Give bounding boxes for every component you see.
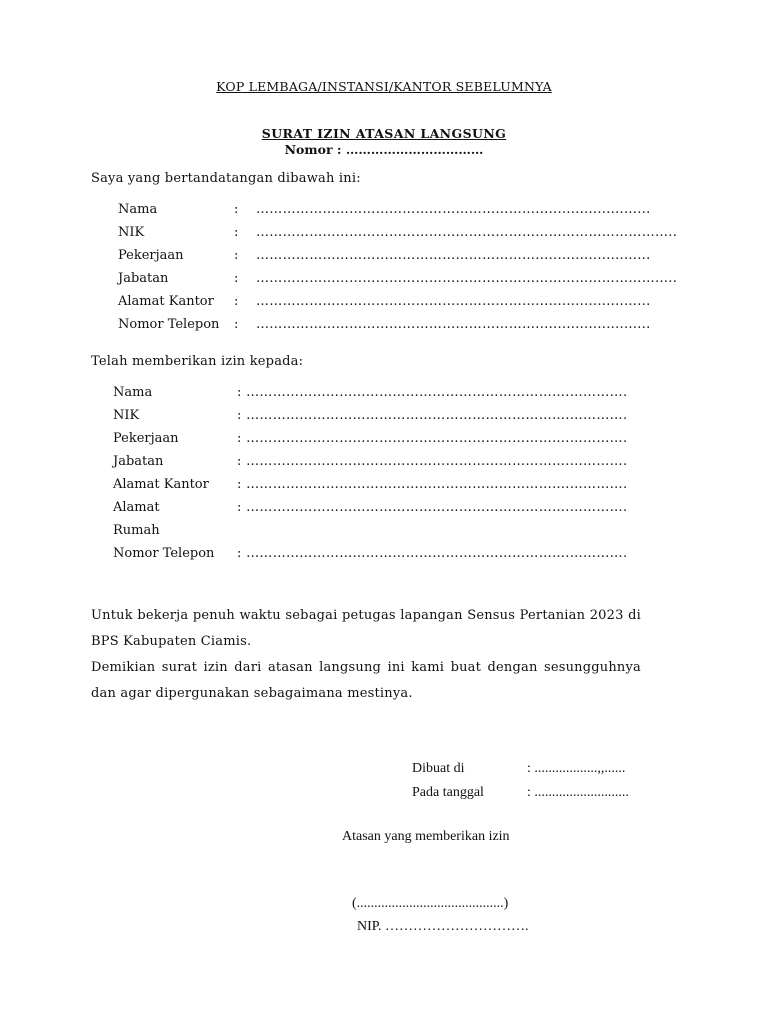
purpose-paragraph: Untuk bekerja penuh waktu sebagai petugas lapangan Sensus Pertanian 2023 di BPS Kabupaten Ciamis. [91, 608, 641, 649]
field-label: Rumah [113, 523, 160, 538]
closing-paragraph: Demikian surat izin dari atasan langsung ini kami buat dengan sesungguhnya dan agar dipergunakan sebagaimana mestinya. [91, 660, 641, 701]
field-label: Pekerjaan [118, 248, 184, 263]
field-label: Alamat Kantor [118, 294, 214, 309]
field-colon: : [234, 294, 239, 309]
field-blank: : ……………………………………………………………….…………. [237, 454, 628, 469]
approver-title: Atasan yang memberikan izin [342, 829, 510, 844]
field-label: Nomor Telepon [113, 546, 215, 561]
field-label: Alamat Kantor [113, 477, 209, 492]
approver-name-placeholder: (..........................................) [352, 896, 509, 911]
field-colon: : [234, 271, 239, 286]
made-at-label: Dibuat di [412, 761, 465, 776]
field-label: Jabatan [113, 454, 164, 469]
date-value: : ........................... [527, 785, 629, 800]
field-blank: : ……………………………………………………………….…………. [237, 546, 628, 561]
field-blank: : ……………………………………………………………….…………. [237, 500, 628, 515]
field-colon: : [234, 202, 239, 217]
letter-body [91, 603, 641, 707]
field-blank: ………………………………………………………………………………….. [256, 271, 678, 286]
field-label: Nomor Telepon [118, 317, 220, 332]
field-blank: ……………………………………………………….......................... [256, 317, 651, 332]
field-blank: ……………………………………………………….......................... [256, 294, 651, 309]
field-colon: : [234, 317, 239, 332]
field-blank: : ……………………………………………………………….…………. [237, 477, 628, 492]
field-label: NIK [118, 225, 145, 240]
made-at-value: : ..................,,...... [527, 761, 626, 776]
field-colon: : [234, 225, 239, 240]
field-label: Nama [113, 385, 153, 400]
field-blank: : ……………………………………………………………….…………. [237, 431, 628, 446]
field-blank: ……………………………………………………….......................... [256, 248, 651, 263]
letter-number: Nomor : …………………………… [284, 142, 484, 157]
field-blank: : ……………………………………………………………….…………. [237, 385, 628, 400]
field-label: Nama [118, 202, 158, 217]
field-label: Pekerjaan [113, 431, 179, 446]
letter-title: SURAT IZIN ATASAN LANGSUNG [261, 126, 507, 141]
approver-nip: NIP. …………………………. [357, 919, 529, 934]
field-colon: : [234, 248, 239, 263]
field-blank: : ……………………………………………………………….…………. [237, 408, 628, 423]
field-label: Alamat [113, 500, 160, 515]
signer-intro: Saya yang bertandatangan dibawah ini: [91, 171, 361, 186]
field-blank: ………………………………………………………………………………….. [256, 225, 678, 240]
letterhead-placeholder: KOP LEMBAGA/INSTANSI/KANTOR SEBELUMNYA [216, 79, 552, 94]
field-label: Jabatan [118, 271, 169, 286]
field-label: NIK [113, 408, 140, 423]
grant-intro: Telah memberikan izin kepada: [91, 354, 304, 369]
date-label: Pada tanggal [412, 785, 484, 800]
field-blank: ……………………………………………………….......................... [256, 202, 651, 217]
